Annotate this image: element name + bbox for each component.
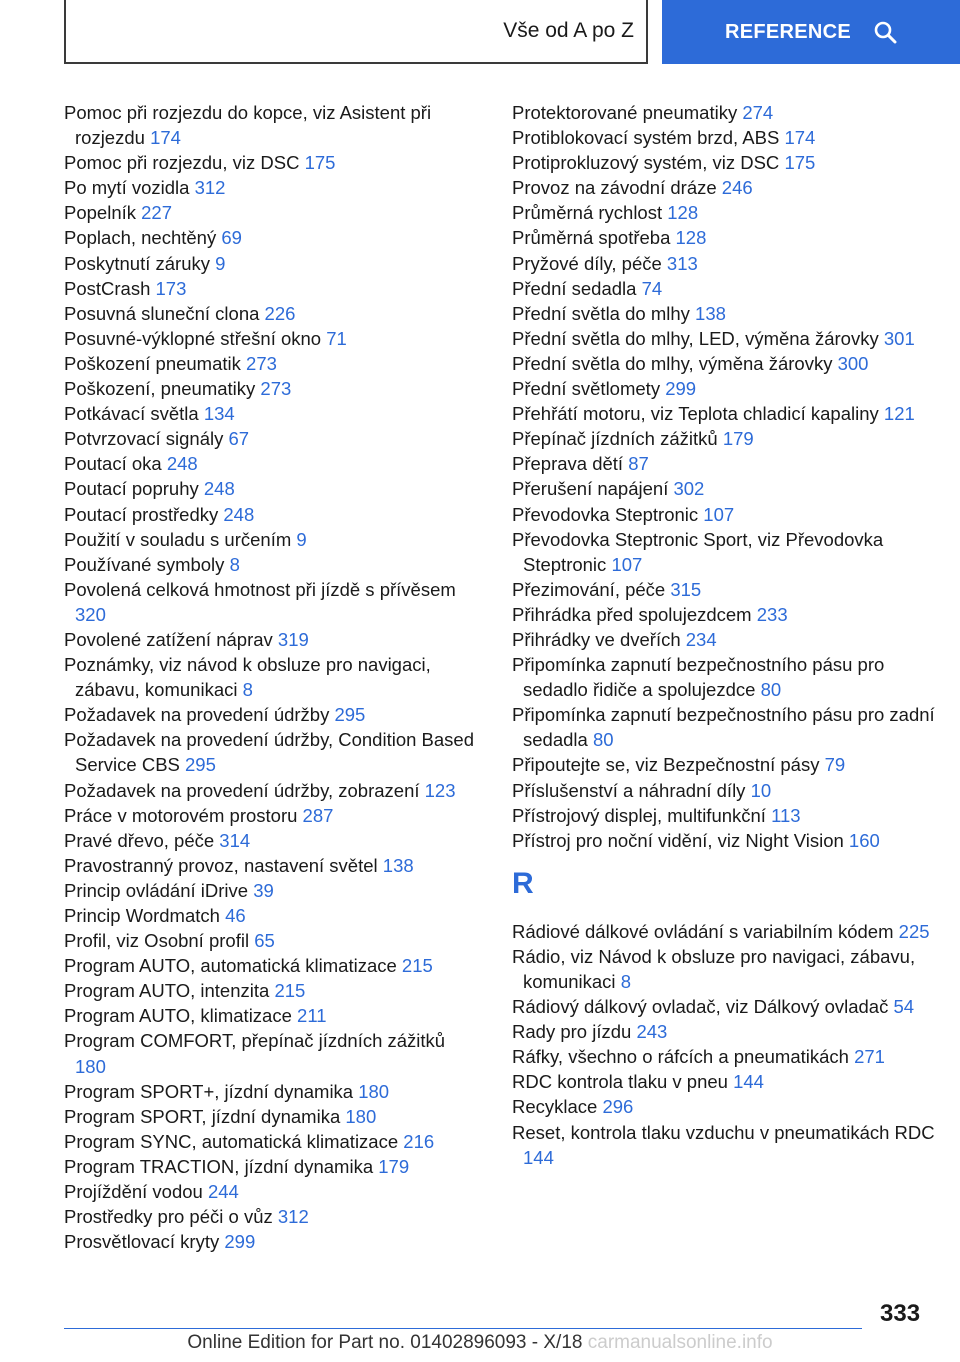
entry-term: Používané symboly xyxy=(64,553,225,575)
entry-term: Přístrojový displej, multifunkční xyxy=(512,804,766,826)
page-link[interactable]: 234 xyxy=(685,628,717,650)
page-link[interactable]: 273 xyxy=(260,378,292,400)
entry-term: Program SPORT+, jízdní dynamika xyxy=(64,1080,354,1102)
index-entry xyxy=(512,401,944,426)
entry-term: Poznámky, viz návod k obsluze pro navigaci, zábavu, komunikaci xyxy=(64,654,431,701)
entry-term: Provoz na závodní dráze xyxy=(512,177,717,199)
entry-term: Poplach, nechtěný xyxy=(64,227,217,249)
page-link[interactable]: 274 xyxy=(742,102,774,123)
entry-term: Převodovka Steptronic Sport, viz Převodovka Steptronic xyxy=(512,528,884,575)
entry-term: Program AUTO, automatická klimatizace xyxy=(64,955,397,977)
index-entry xyxy=(512,944,944,994)
index-entry xyxy=(512,527,944,577)
page-link[interactable]: 123 xyxy=(424,779,456,801)
page-link[interactable]: 107 xyxy=(611,553,643,575)
entry-term: Poskytnutí záruky xyxy=(64,252,211,274)
page-link[interactable]: 128 xyxy=(675,227,707,249)
index-columns xyxy=(64,100,944,1280)
index-column-right xyxy=(512,100,944,1170)
page-link[interactable]: 87 xyxy=(628,453,649,475)
entry-term: Program COMFORT, přepínač jízdních zážitků xyxy=(64,1030,446,1052)
index-entry xyxy=(64,1179,474,1204)
entry-term: Posuvné-výklopné střešní okno xyxy=(64,327,322,349)
page-link[interactable]: 314 xyxy=(219,829,251,851)
index-entry xyxy=(512,1094,944,1119)
page-link[interactable]: 174 xyxy=(150,127,181,149)
entry-term: Popelník xyxy=(64,202,136,224)
page-link[interactable]: 179 xyxy=(378,1155,410,1177)
page-link[interactable]: 215 xyxy=(401,955,433,977)
index-entry xyxy=(512,994,944,1019)
reference-tab[interactable] xyxy=(662,0,960,64)
entry-term: Požadavek na provedení údržby, zobrazení xyxy=(64,779,420,801)
index-entry xyxy=(64,1204,474,1229)
index-entry xyxy=(64,627,474,652)
entry-term: Pravostranný provoz, nastavení světel xyxy=(64,854,378,876)
entry-term: Pravé dřevo, péče xyxy=(64,829,215,851)
index-entry xyxy=(512,426,944,451)
page-link[interactable]: 138 xyxy=(382,854,414,876)
index-entry xyxy=(64,928,474,953)
index-group-p xyxy=(512,100,944,853)
index-entry xyxy=(64,727,474,777)
index-entry xyxy=(512,150,944,175)
index-entry xyxy=(512,803,944,828)
entry-term: Rádio, viz Návod k obsluze pro navigaci, zábavu, komunikaci xyxy=(512,945,916,992)
page-link[interactable]: 107 xyxy=(703,503,735,525)
entry-term: Poškození pneumatik xyxy=(64,352,241,374)
index-entry xyxy=(512,1044,944,1069)
page-link[interactable]: 295 xyxy=(334,704,366,726)
entry-term: Reset, kontrola tlaku vzduchu v pneumatikách RDC xyxy=(512,1121,935,1143)
page-link[interactable]: 180 xyxy=(345,1105,377,1127)
entry-term: Poškození, pneumatiky xyxy=(64,378,256,400)
entry-term: Prosvětlovací kryty xyxy=(64,1231,220,1253)
index-column-left xyxy=(64,100,474,1254)
page-link[interactable]: 144 xyxy=(733,1071,764,1093)
entry-term: Převodovka Steptronic xyxy=(512,503,699,525)
index-entry xyxy=(64,878,474,903)
index-entry xyxy=(64,200,474,225)
entry-term: Profil, viz Osobní profil xyxy=(64,930,250,952)
page-link[interactable]: 10 xyxy=(750,779,772,801)
page-link[interactable]: 299 xyxy=(224,1231,256,1253)
page-link[interactable]: 74 xyxy=(641,277,663,299)
index-entry xyxy=(512,1120,944,1170)
entry-term: Přehřátí motoru, viz Teplota chladicí kapaliny xyxy=(512,403,879,425)
page-number: 333 xyxy=(880,1300,921,1327)
entry-term: Příslušenství a náhradní díly xyxy=(512,779,746,801)
index-entry xyxy=(64,828,474,853)
page-link[interactable]: 312 xyxy=(194,177,226,199)
page-link[interactable]: 246 xyxy=(721,177,753,199)
index-entry xyxy=(64,702,474,727)
entry-term: Přihrádky ve dveřích xyxy=(512,628,681,650)
index-entry xyxy=(64,1003,474,1028)
index-entry xyxy=(64,1079,474,1104)
entry-term: Přístroj pro noční vidění, viz Night Vision xyxy=(512,829,844,851)
page-link[interactable]: 271 xyxy=(854,1046,885,1068)
index-entry xyxy=(512,125,944,150)
index-entry xyxy=(512,919,944,944)
index-entry xyxy=(512,200,944,225)
index-entry xyxy=(64,502,474,527)
section-title: Vše od A po Z xyxy=(503,19,634,42)
entry-term: PostCrash xyxy=(64,277,151,299)
entry-term: Pomoc při rozjezdu, viz DSC xyxy=(64,152,300,174)
entry-term: Přeprava dětí xyxy=(512,453,624,475)
entry-term: Program AUTO, intenzita xyxy=(64,980,270,1002)
entry-term: Poutací popruhy xyxy=(64,478,199,500)
index-entry xyxy=(512,627,944,652)
section-tab[interactable] xyxy=(64,0,648,64)
entry-term: Program TRACTION, jízdní dynamika xyxy=(64,1155,374,1177)
page-link[interactable]: 67 xyxy=(228,428,250,450)
page-link[interactable]: 287 xyxy=(302,804,334,826)
entry-term: Protiprokluzový systém, viz DSC xyxy=(512,152,780,174)
page-link[interactable]: 9 xyxy=(296,528,307,550)
page-link[interactable]: 175 xyxy=(304,152,336,174)
index-entry xyxy=(64,401,474,426)
index-entry xyxy=(64,853,474,878)
page-link[interactable]: 144 xyxy=(523,1146,554,1168)
entry-term: Projíždění vodou xyxy=(64,1181,203,1203)
reference-label: REFERENCE xyxy=(724,20,852,43)
entry-term: Program SYNC, automatická klimatizace xyxy=(64,1130,399,1152)
entry-term: Práce v motorovém prostoru xyxy=(64,804,298,826)
entry-term: Princip Wordmatch xyxy=(64,905,220,926)
page-link[interactable]: 225 xyxy=(898,920,930,942)
page-link[interactable]: 180 xyxy=(358,1080,390,1102)
index-entry xyxy=(64,978,474,1003)
index-entry xyxy=(64,803,474,828)
entry-term: Potvrzovací signály xyxy=(64,428,224,450)
index-entry xyxy=(512,652,944,702)
page-link[interactable]: 9 xyxy=(215,252,226,274)
index-entry xyxy=(64,301,474,326)
index-entry xyxy=(64,100,474,150)
page-header xyxy=(0,0,960,66)
entry-term: Rady pro jízdu xyxy=(512,1021,632,1043)
page-link[interactable]: 46 xyxy=(225,905,246,926)
page-link[interactable]: 121 xyxy=(883,403,915,425)
entry-term: Připomínka zapnutí bezpečnostního pásu pro sedadlo řidiče a spolujezdce xyxy=(512,654,885,701)
index-entry xyxy=(512,276,944,301)
index-entry xyxy=(512,1069,944,1094)
index-entry xyxy=(64,251,474,276)
page-link[interactable]: 173 xyxy=(155,277,187,299)
entry-term: Požadavek na provedení údržby xyxy=(64,704,330,726)
index-entry xyxy=(64,326,474,351)
page-link[interactable]: 300 xyxy=(837,352,869,374)
index-entry xyxy=(512,502,944,527)
entry-term: Ráfky, všechno o ráfcích a pneumatikách xyxy=(512,1046,849,1068)
page-link[interactable]: 39 xyxy=(253,879,274,901)
page-link[interactable]: 134 xyxy=(203,403,235,425)
entry-term: Rádiové dálkové ovládání s variabilním kódem xyxy=(512,920,894,942)
index-entry xyxy=(64,577,474,627)
entry-term: Požadavek na provedení údržby, Condition Based Service CBS xyxy=(64,729,475,776)
entry-term: Princip ovládání iDrive xyxy=(64,879,249,901)
index-entry xyxy=(64,351,474,376)
page-link[interactable]: 226 xyxy=(264,302,296,324)
entry-term: Průměrná rychlost xyxy=(512,202,663,224)
entry-term: Přerušení napájení xyxy=(512,478,669,500)
page-link[interactable]: 211 xyxy=(297,1005,327,1027)
page-link[interactable]: 8 xyxy=(229,553,240,575)
page-link[interactable]: 248 xyxy=(166,453,198,475)
entry-term: Přední světlomety xyxy=(512,378,661,400)
index-entry xyxy=(64,903,474,928)
index-entry xyxy=(512,778,944,803)
index-entry xyxy=(512,577,944,602)
index-group-r xyxy=(512,919,944,1170)
entry-term: Posuvná sluneční clona xyxy=(64,302,260,324)
page-link[interactable]: 313 xyxy=(666,252,698,274)
page-link[interactable]: 180 xyxy=(75,1055,106,1077)
index-entry xyxy=(64,276,474,301)
index-entry xyxy=(512,225,944,250)
index-entry xyxy=(64,552,474,577)
page-link[interactable]: 301 xyxy=(883,327,915,349)
page-link[interactable]: 174 xyxy=(784,127,816,149)
page-link[interactable]: 175 xyxy=(784,152,816,174)
page-link[interactable]: 319 xyxy=(277,628,309,650)
index-entry xyxy=(64,778,474,803)
footer-divider xyxy=(64,1328,862,1329)
page-link[interactable]: 8 xyxy=(242,679,253,701)
footer-edition: Online Edition for Part no. 01402896093 - X/18 xyxy=(187,1332,583,1353)
page-link[interactable]: 248 xyxy=(223,503,255,525)
index-entry xyxy=(64,1229,474,1254)
index-entry xyxy=(64,527,474,552)
index-entry xyxy=(512,326,944,351)
page-link[interactable]: 299 xyxy=(665,378,697,400)
page-link[interactable]: 65 xyxy=(254,930,275,952)
page-link[interactable]: 160 xyxy=(848,829,880,851)
page-link[interactable]: 69 xyxy=(221,227,242,249)
entry-term: Poutací prostředky xyxy=(64,503,219,525)
index-entry xyxy=(512,301,944,326)
index-entry xyxy=(64,1028,474,1078)
index-entry xyxy=(64,150,474,175)
entry-term: Povolená celková hmotnost při jízdě s přívěsem xyxy=(64,578,456,600)
index-entry xyxy=(64,953,474,978)
section-letter: R xyxy=(512,866,534,900)
entry-term: Připomínka zapnutí bezpečnostního pásu pro zadní sedadla xyxy=(512,704,935,751)
page-link[interactable]: 80 xyxy=(592,729,614,751)
entry-term: Rádiový dálkový ovladač, viz Dálkový ovladač xyxy=(512,996,889,1018)
entry-term: Přezimování, péče xyxy=(512,578,666,600)
entry-term: Prostředky pro péči o vůz xyxy=(64,1206,273,1228)
page-link[interactable]: 233 xyxy=(756,603,788,625)
page-link[interactable]: 296 xyxy=(602,1096,634,1118)
page-link[interactable]: 320 xyxy=(75,603,106,625)
index-entry xyxy=(64,1129,474,1154)
entry-term: Pryžové díly, péče xyxy=(512,252,662,274)
index-entry xyxy=(512,476,944,501)
entry-term: RDC kontrola tlaku v pneu xyxy=(512,1071,728,1093)
entry-term: Pomoc při rozjezdu do kopce, viz Asistent při rozjezdu xyxy=(64,102,432,149)
entry-term: Program SPORT, jízdní dynamika xyxy=(64,1105,341,1127)
index-entry xyxy=(64,175,474,200)
index-entry xyxy=(512,702,944,752)
index-entry xyxy=(512,351,944,376)
page-link[interactable]: 315 xyxy=(670,578,702,600)
page-link[interactable]: 215 xyxy=(274,980,306,1002)
index-entry xyxy=(64,451,474,476)
page-link[interactable]: 273 xyxy=(246,352,277,374)
entry-term: Přední světla do mlhy, LED, výměna žárovky xyxy=(512,327,879,349)
entry-term: Protektorované pneumatiky xyxy=(512,102,738,123)
page-link[interactable]: 243 xyxy=(636,1021,668,1043)
page-link[interactable]: 302 xyxy=(673,478,705,500)
page-link[interactable]: 8 xyxy=(620,971,631,992)
entry-term: Protiblokovací systém brzd, ABS xyxy=(512,127,780,149)
page-link[interactable]: 128 xyxy=(667,202,699,224)
index-entry xyxy=(512,752,944,777)
page-link[interactable]: 312 xyxy=(277,1206,309,1228)
index-entry xyxy=(512,451,944,476)
index-entry xyxy=(512,376,944,401)
index-entry xyxy=(64,1104,474,1129)
watermark: carmanualsonline.info xyxy=(587,1332,773,1353)
page-link[interactable]: 71 xyxy=(326,327,347,349)
page-link[interactable]: 248 xyxy=(203,478,235,500)
page-link[interactable]: 113 xyxy=(771,804,801,826)
index-entry xyxy=(512,100,944,125)
entry-term: Poutací oka xyxy=(64,453,162,475)
page-link[interactable]: 54 xyxy=(893,996,915,1018)
index-entry xyxy=(512,828,944,853)
footer xyxy=(0,1332,960,1362)
index-entry xyxy=(64,476,474,501)
entry-term: Přední sedadla xyxy=(512,277,637,299)
entry-term: Potkávací světla xyxy=(64,403,199,425)
page-link[interactable]: 80 xyxy=(760,679,782,701)
entry-term: Připoutejte se, viz Bezpečnostní pásy xyxy=(512,754,820,776)
entry-term: Přihrádka před spolujezdcem xyxy=(512,603,752,625)
index-entry xyxy=(64,225,474,250)
entry-term: Po mytí vozidla xyxy=(64,177,190,199)
search-icon[interactable] xyxy=(873,20,897,44)
page-link[interactable]: 227 xyxy=(141,202,173,224)
page-link[interactable]: 79 xyxy=(824,754,846,776)
index-entry xyxy=(64,652,474,702)
index-entry xyxy=(64,426,474,451)
entry-term: Povolené zatížení náprav xyxy=(64,628,273,650)
index-entry xyxy=(512,251,944,276)
entry-term: Program AUTO, klimatizace xyxy=(64,1005,292,1027)
entry-term: Průměrná spotřeba xyxy=(512,227,671,249)
index-entry xyxy=(512,175,944,200)
entry-term: Recyklace xyxy=(512,1096,598,1118)
page-link[interactable]: 216 xyxy=(403,1130,435,1152)
index-entry xyxy=(512,1019,944,1044)
index-entry xyxy=(64,1154,474,1179)
entry-term: Přepínač jízdních zážitků xyxy=(512,428,718,450)
page-link[interactable]: 138 xyxy=(695,302,726,324)
page-link[interactable]: 179 xyxy=(722,428,754,450)
index-entry xyxy=(512,602,944,627)
page-link[interactable]: 244 xyxy=(207,1181,239,1203)
entry-term: Přední světla do mlhy xyxy=(512,302,690,324)
entry-term: Použití v souladu s určením xyxy=(64,528,292,550)
entry-term: Přední světla do mlhy, výměna žárovky xyxy=(512,352,833,374)
index-entry xyxy=(64,376,474,401)
page-link[interactable]: 295 xyxy=(185,754,216,776)
